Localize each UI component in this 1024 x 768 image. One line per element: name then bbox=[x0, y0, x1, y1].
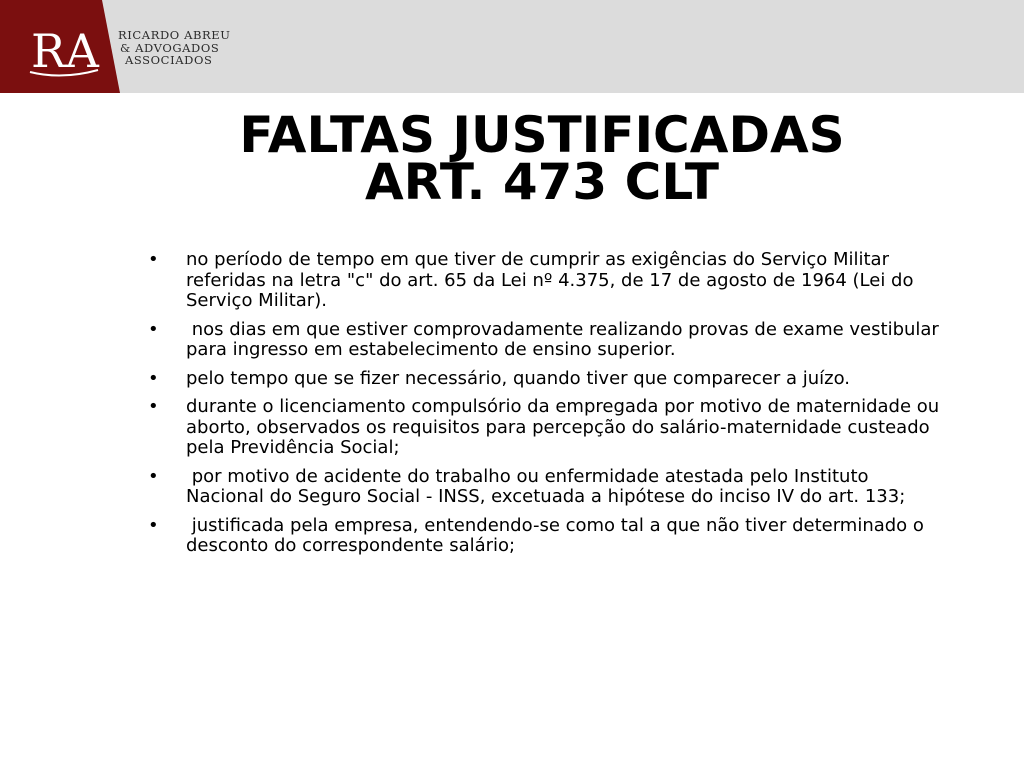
firm-name-line: & ADVOGADOS bbox=[120, 40, 220, 55]
slide-title-line: ART. 473 CLT bbox=[364, 153, 720, 211]
bullet-text: no período de tempo em que tiver de cumprir as exigências do Serviço Militar referidas na letra "c" do art. 65 da Lei nº 4.375, de 17 de agosto de 1964 (Lei do Serviço Militar). bbox=[186, 249, 914, 311]
logo-monogram: RA bbox=[31, 24, 99, 78]
logo-mark bbox=[0, 0, 120, 93]
bullet-glyph: • bbox=[148, 514, 159, 536]
bullet-item bbox=[145, 369, 945, 390]
bullet-item bbox=[145, 320, 945, 361]
bullet-glyph: • bbox=[148, 396, 159, 417]
bullet-glyph: • bbox=[148, 249, 159, 270]
bullet-text: durante o licenciamento compulsório da empregada por motivo de maternidade ou aborto, observados os requisitos para percepção do salário-maternidade custeado pela Previdência Social; bbox=[186, 396, 940, 458]
bullet-glyph: • bbox=[148, 318, 159, 340]
firm-logo bbox=[0, 0, 120, 93]
bullet-text: nos dias em que estiver comprovadamente realizando provas de exame vestibular para ingresso em estabelecimento de ensino superior. bbox=[186, 318, 945, 360]
bullet-list bbox=[145, 250, 945, 565]
bullet-text: pelo tempo que se fizer necessário, quando tiver que comparecer a juízo. bbox=[186, 367, 851, 389]
firm-name bbox=[118, 29, 231, 67]
firm-name-line: ASSOCIADOS bbox=[125, 53, 213, 67]
bullet-text: por motivo de acidente do trabalho ou enfermidade atestada pelo Instituto Nacional do Seguro Social - INSS, excetuada a hipótese do inciso IV do art. 133; bbox=[186, 465, 906, 507]
bullet-text: justificada pela empresa, entendendo-se como tal a que não tiver determinado o desconto do correspondente salário; bbox=[186, 514, 930, 556]
slide-title-line: FALTAS JUSTIFICADAS bbox=[239, 106, 845, 164]
firm-name-line: RICARDO ABREU bbox=[118, 28, 231, 42]
bullet-item bbox=[145, 516, 945, 557]
slide-title bbox=[140, 106, 944, 211]
bullet-glyph: • bbox=[148, 367, 159, 389]
bullet-glyph: • bbox=[148, 465, 159, 487]
bullet-item bbox=[145, 397, 945, 459]
bullet-item bbox=[145, 250, 945, 312]
bullet-item bbox=[145, 467, 945, 508]
